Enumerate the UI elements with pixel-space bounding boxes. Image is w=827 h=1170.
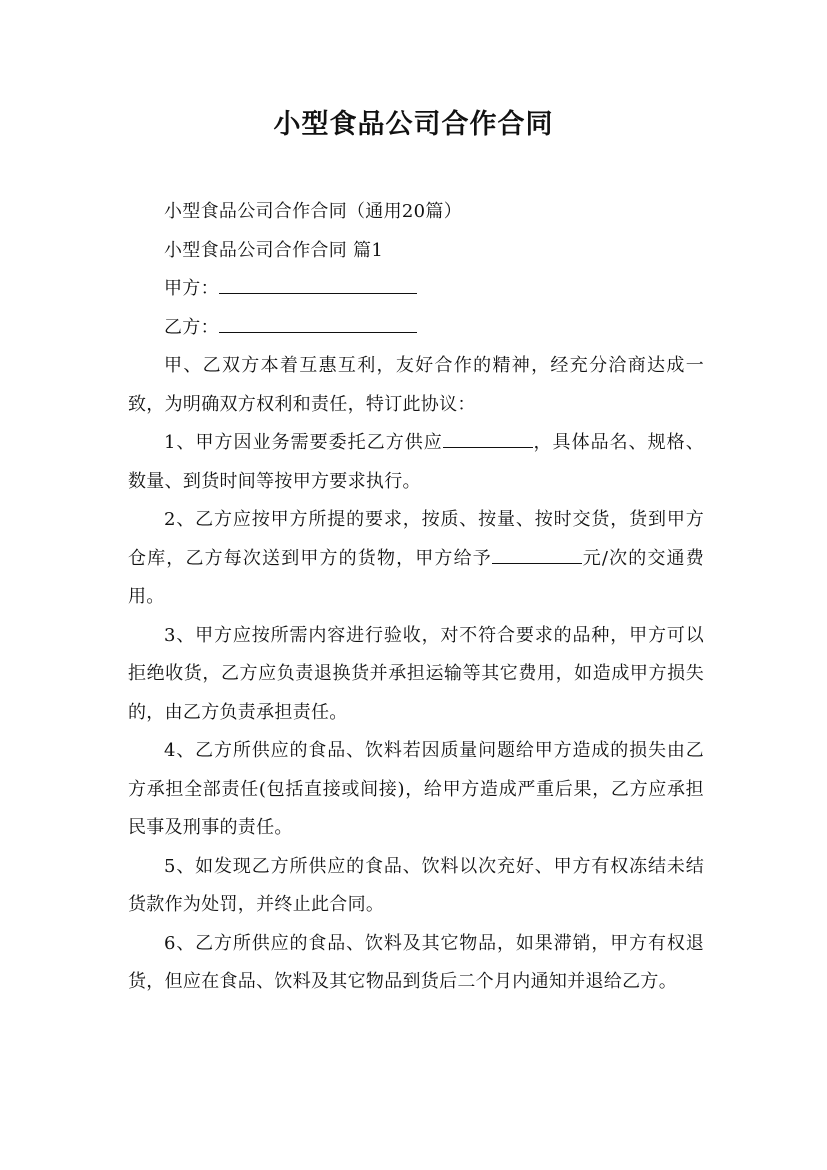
clause-2-text-before: 2、乙方应按甲方所提的要求，按质、按量、按时交货，货到甲方仓库，乙方每次送到甲方的货物，甲方给予 — [128, 509, 704, 569]
party-b-blank — [219, 314, 417, 333]
party-a-line — [128, 270, 704, 309]
clause-1-blank — [443, 429, 533, 448]
party-a-blank — [219, 275, 417, 294]
party-a-label: 甲方： — [164, 278, 219, 299]
clause-5: 5、如发现乙方所供应的食品、饮料以次充好、甲方有权冻结未结货款作为处罚，并终止此合同。 — [128, 855, 704, 915]
clause-2 — [128, 501, 704, 617]
intro-paragraph: 甲、乙双方本着互惠互利，友好合作的精神，经充分洽商达成一致，为明确双方权利和责任，特订此协议： — [128, 355, 704, 415]
clause-4: 4、乙方所供应的食品、饮料若因质量问题给甲方造成的损失由乙方承担全部责任(包括直接或间接)，给甲方造成严重后果，乙方应承担民事及刑事的责任。 — [128, 740, 704, 838]
subtitle: 小型食品公司合作合同（通用20篇） — [164, 201, 463, 222]
clause-1-text-before: 1、甲方因业务需要委托乙方供应 — [164, 432, 443, 453]
clause-3: 3、甲方应按所需内容进行验收，对不符合要求的品种，甲方可以拒绝收货，乙方应负责退换货并承担运输等其它费用，如造成甲方损失的，由乙方负责承担责任。 — [128, 624, 704, 723]
section-heading: 小型食品公司合作合同 篇1 — [164, 239, 384, 261]
clause-2-text-after: 元/次的交通费用。 — [128, 547, 704, 607]
party-b-label: 乙方： — [164, 316, 219, 338]
document-title: 小型食品公司合作合同 — [273, 109, 554, 140]
clause-1 — [128, 424, 704, 501]
party-b-line — [128, 309, 704, 348]
clause-1-text-after: ，具体品名、规格、数量、到货时间等按甲方要求执行。 — [128, 432, 704, 492]
document-body — [128, 193, 704, 1002]
clause-2-blank — [492, 545, 582, 564]
clause-6: 6、乙方所供应的食品、饮料及其它物品，如果滞销，甲方有权退货，但应在食品、饮料及其它物品到货后二个月内通知并退给乙方。 — [128, 932, 704, 992]
